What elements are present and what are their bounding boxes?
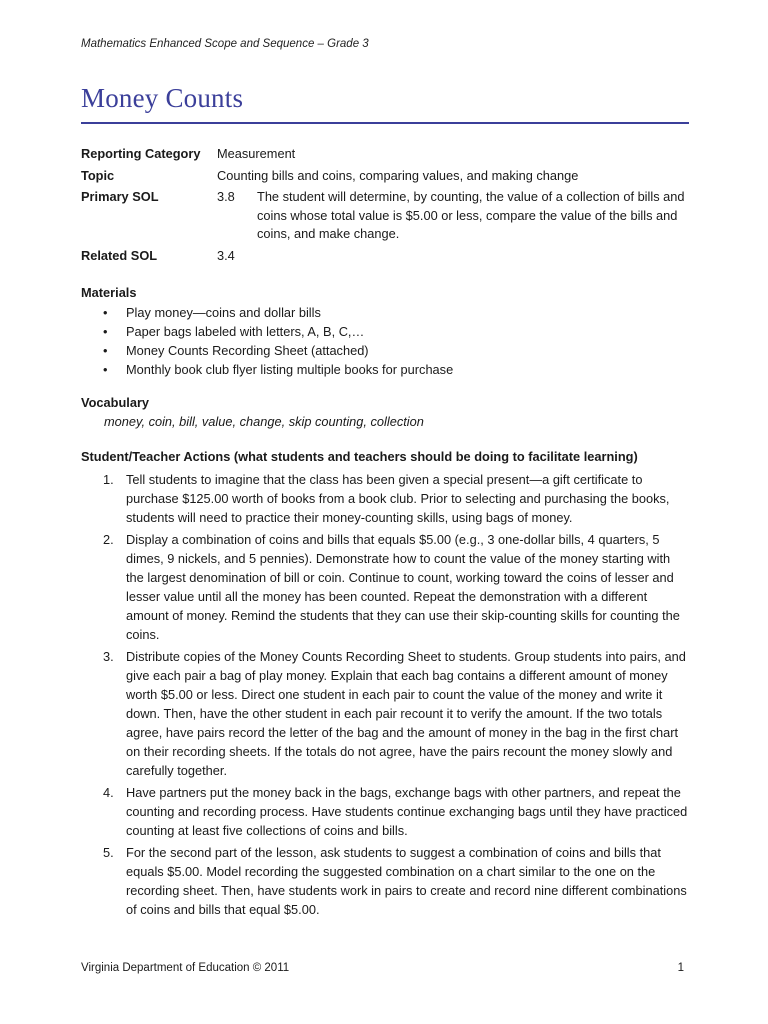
topic-label: Topic <box>81 167 115 183</box>
list-item <box>81 783 691 840</box>
list-item <box>81 647 691 780</box>
step-number: 4. <box>103 785 114 800</box>
list-item: • Play money—coins and dollar bills <box>103 305 321 320</box>
list-item: • Paper bags labeled with letters, A, B, C,… <box>103 324 365 339</box>
step-number: 3. <box>103 649 114 664</box>
footer-copyright: Virginia Department of Education © 2011 <box>81 962 290 974</box>
topic-row <box>81 167 691 186</box>
materials-heading: Materials <box>81 285 137 300</box>
primary-sol-code: 3.8 <box>217 189 235 204</box>
reporting-category-value: Measurement <box>217 146 296 161</box>
title-divider <box>81 122 689 124</box>
step-text: Distribute copies of the Money Counts Recording Sheet to students. Group students into pairs, and give each pair a bag of play money. Explain that each bag contains a different amount of money worth $5.00 or less. Direct one student in each pair to count the value of the money and write it down. Then, have the other student in each pair recount it to verify the amount. If the two totals agree, have pairs record the letter of the bag and the amount of money in the bag in the first chart on their recording sheets. If the totals do not agree, have the pairs recount the money slowly and carefully together. <box>126 649 686 778</box>
materials-list <box>81 303 681 379</box>
list-item <box>81 470 691 527</box>
primary-sol-row <box>81 188 691 244</box>
page-title: Money Counts <box>81 83 244 113</box>
list-item: • Monthly book club flyer listing multiple books for purchase <box>103 362 454 377</box>
primary-sol-label: Primary SOL <box>81 189 159 204</box>
related-sol-label: Related SOL <box>81 247 158 263</box>
list-item <box>81 843 691 919</box>
bullet-icon: • <box>103 305 108 320</box>
primary-sol-text: The student will determine, by counting, the value of a collection of bills and coins whose total value is $5.00 or less, compare the value of the bills and coins, and make change. <box>257 189 685 241</box>
vocabulary-terms: money, coin, bill, value, change, skip counting, collection <box>104 414 424 429</box>
reporting-category-label: Reporting Category <box>81 146 201 161</box>
step-text: For the second part of the lesson, ask students to suggest a combination of coins and bills that equals $5.00. Model recording the suggested combination on a chart similar to the one on the recording sheet. Then, have students work in pairs to create and record nine different combinations of coins and bills that equal $5.00. <box>126 845 687 917</box>
related-sol-value: 3.4 <box>217 247 235 263</box>
related-sol-row <box>81 247 691 266</box>
running-header: Mathematics Enhanced Scope and Sequence – Grade 3 <box>81 38 369 50</box>
step-text: Have partners put the money back in the bags, exchange bags with other partners, and repeat the counting and recording process. Have students continue exchanging bags until they have practiced counting at least five collections of coins and bills. <box>126 785 688 838</box>
step-number: 1. <box>103 472 114 487</box>
actions-heading: Student/Teacher Actions (what students and teachers should be doing to facilitate learning) <box>81 449 638 464</box>
step-number: 2. <box>103 532 114 547</box>
bullet-icon: • <box>103 362 108 377</box>
reporting-category-row <box>81 145 691 164</box>
list-item: • Money Counts Recording Sheet (attached) <box>103 343 369 358</box>
step-number: 5. <box>103 845 114 860</box>
bullet-icon: • <box>103 343 108 358</box>
list-item <box>81 530 691 644</box>
vocabulary-heading: Vocabulary <box>81 395 150 410</box>
bullet-icon: • <box>103 324 108 339</box>
step-text: Tell students to imagine that the class has been given a special present—a gift certificate to purchase $125.00 worth of books from a book club. Prior to selecting and purchasing the books, students will need to practice their money-counting skills, using bags of money. <box>126 472 670 525</box>
step-text: Display a combination of coins and bills that equals $5.00 (e.g., 3 one-dollar bills, 4 quarters, 5 dimes, 9 nickels, and 5 pennies). Demonstrate how to count the value of the money starting with the largest denomination of bill or coin. Continue to count, working toward the coins of lesser and lesser value until all the money has been counted. Repeat the demonstration with a different amount of money. Remind the students that they can use their skip-counting skills for counting the coins. <box>126 532 680 642</box>
topic-value: Counting bills and coins, comparing values, and making change <box>217 167 579 183</box>
lesson-metadata <box>81 145 691 268</box>
footer-page-number: 1 <box>677 962 684 974</box>
actions-list <box>81 470 691 922</box>
